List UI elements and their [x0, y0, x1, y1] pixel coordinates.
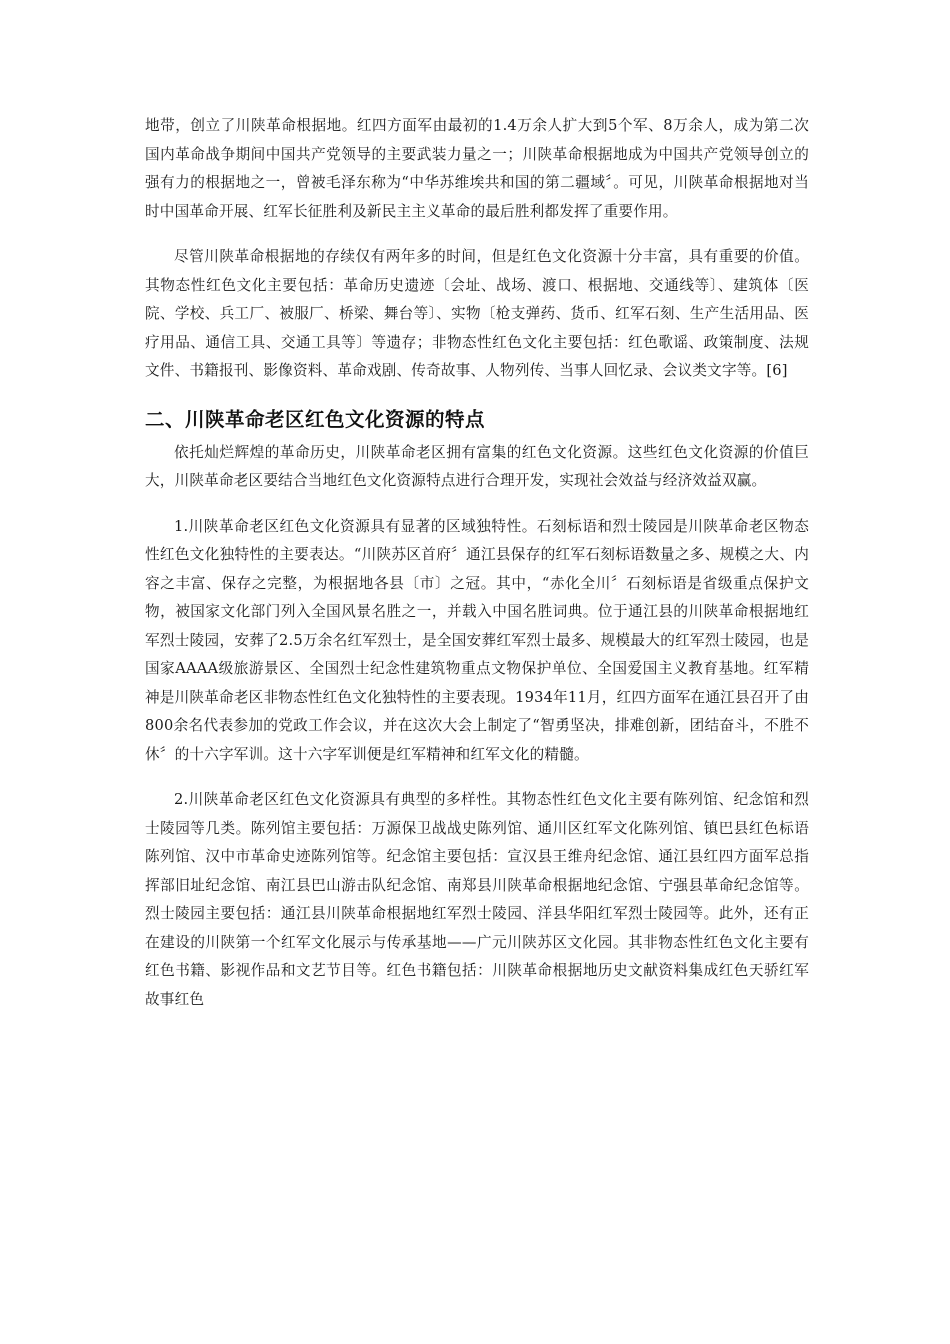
document-body	[145, 112, 809, 1014]
section-heading-2: 二、川陕革命老区红色文化资源的特点	[145, 407, 486, 431]
paragraph-2: 尽管川陕革命根据地的存续仅有两年多的时间，但是红色文化资源十分丰富，具有重要的价值。其物态性红色文化主要包括：革命历史遗迹〔会址、战场、渡口、根据地、交通线等〕、建筑体〔医院、学校、兵工厂、被服厂、桥梁、舞台等〕、实物〔枪支弹药、货币、红军石刻、生产生活用品、医疗用品、通信工具、交通工具等〕等遗存；非物态性红色文化主要包括：红色歌谣、政策制度、法规文件、书籍报刊、影像资料、革命戏剧、传奇故事、人物列传、当事人回忆录、会议类文字等。[6]	[145, 248, 809, 379]
paragraph-4: 1.川陕革命老区红色文化资源具有显著的区域独特性。石刻标语和烈士陵园是川陕革命老区物态性红色文化独特性的主要表达。“川陕苏区首府〞通江县保存的红军石刻标语数量之多、规模之大、内容之丰富、保存之完整，为根据地各县〔市〕之冠。其中，“赤化全川〞石刻标语是省级重点保护文物，被国家文化部门列入全国风景名胜之一，并载入中国名胜词典。位于通江县的川陕革命根据地红军烈士陵园，安葬了2.5万余名红军烈士，是全国安葬红军烈士最多、规模最大的红军烈士陵园，也是国家AAAA级旅游景区、全国烈士纪念性建筑物重点文物保护单位、全国爱国主义教育基地。红军精神是川陕革命老区非物态性红色文化独特性的主要表现。1934年11月，红四方面军在通江县召开了由800余名代表参加的党政工作会议，并在这次大会上制定了“智勇坚决，排难创新，团结奋斗，不胜不休〞的十六字军训。这十六字军训便是红军精神和红军文化的精髓。	[145, 517, 809, 763]
paragraph-3: 依托灿烂辉煌的革命历史，川陕革命老区拥有富集的红色文化资源。这些红色文化资源的价值巨大，川陕革命老区要结合当地红色文化资源特点进行合理开发，实现社会效益与经济效益双赢。	[145, 443, 809, 489]
paragraph-5: 2.川陕革命老区红色文化资源具有典型的多样性。其物态性红色文化主要有陈列馆、纪念馆和烈士陵园等几类。陈列馆主要包括：万源保卫战战史陈列馆、通川区红军文化陈列馆、镇巴县红色标语陈列馆、汉中市革命史迹陈列馆等。纪念馆主要包括：宣汉县王维舟纪念馆、通江县红四方面军总指挥部旧址纪念馆、南江县巴山游击队纪念馆、南郑县川陕革命根据地纪念馆、宁强县革命纪念馆等。烈士陵园主要包括：通江县川陕革命根据地红军烈士陵园、洋县华阳红军烈士陵园等。此外，还有正在建设的川陕第一个红军文化展示与传承基地——广元川陕苏区文化园。其非物态性红色文化主要有红色书籍、影视作品和文艺节目等。红色书籍包括：川陕革命根据地历史文献资料集成红色天骄红军故事红色	[145, 791, 809, 1008]
paragraph-1: 地带，创立了川陕革命根据地。红四方面军由最初的1.4万余人扩大到5个军、8万余人，成为第二次国内革命战争期间中国共产党领导的主要武装力量之一；川陕革命根据地成为中国共产党领导创立的强有力的根据地之一，曾被毛泽东称为“中华苏维埃共和国的第二疆域〞。可见，川陕革命根据地对当时中国革命开展、红军长征胜利及新民主主义革命的最后胜利都发挥了重要作用。	[145, 117, 809, 220]
